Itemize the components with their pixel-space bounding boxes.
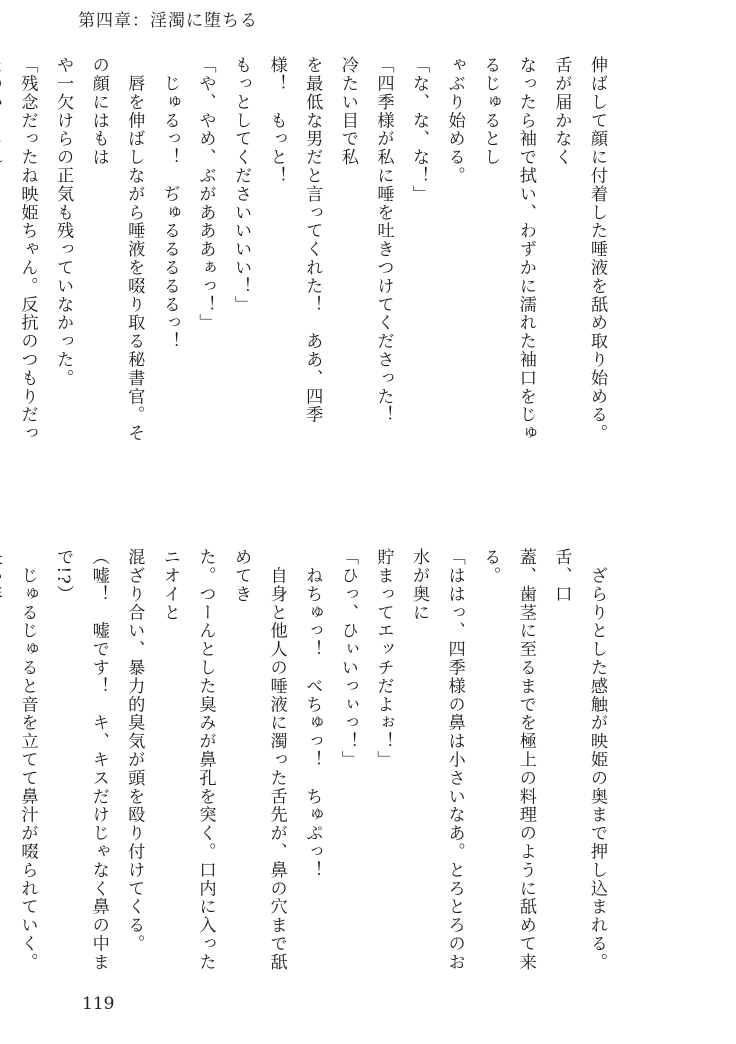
text-line: 「四季様が私に唾を吐きつけてくださった！ 冷たい目で私 [337, 56, 394, 443]
text-line: 蓋、歯茎に至るまでを極上の料理のように舐めて来る。 [480, 548, 536, 972]
text-line: 貯まってエッチだよぉ！」 [373, 548, 394, 769]
text-line: 「ひっ、ひぃいっぃっ！」 [337, 548, 358, 769]
text-line: もっとしてくださいいいい！」 [231, 56, 252, 314]
text-block-lower [17, 548, 614, 974]
text-line: （嘘！ 嘘です！ キ、キスだけじゃなく鼻の中まで!?） [53, 548, 109, 972]
text-line: 「残念だったね映姫ちゃん。反抗のつもりだっ [17, 56, 38, 443]
text-line: 伸ばして顔に付着した唾液を舐め取り始める。舌が届かなく [551, 56, 607, 443]
text-line: 「や、やめ、ぶがあああぁっ！」 [195, 56, 216, 332]
text-line: や一欠けらの正気も残っていなかった。 [53, 56, 74, 388]
text-line: なったら袖で拭い、わずかに濡れた袖口をじゅるじゅるとし [480, 56, 536, 443]
text-line: ゃぶり始める。 [444, 56, 465, 185]
text-line: た。つーんとした臭みが鼻孔を突く。口内に入ったニオイと [159, 548, 216, 972]
text-line: 混ざり合い、暴力的臭気が頭を殴り付けてくる。 [124, 548, 145, 953]
text-line: を最低な男だと言ってくれた！ ああ、四季様！ もっと！ [266, 56, 323, 424]
chapter-header: 第四章：淫濁に堕ちる [78, 11, 258, 31]
page-number: 119 [82, 994, 115, 1014]
text-line: 「な、な、な！」 [409, 56, 430, 204]
text-line: ざらりとした感触が映姫の奥まで押し込まれる。舌、口 [551, 548, 607, 972]
text-line: ねちゅっ！ べちゅっ！ ちゅぷっ！ [302, 548, 323, 880]
text-line: 唇を伸ばしながら唾液を啜り取る秘書官。その顔にはもは [88, 56, 145, 443]
text-block-upper [17, 56, 614, 458]
text-line: 「ははっ、四季様の鼻は小さいなあ。とろとろのお水が奥に [409, 548, 465, 972]
text-line: 自身と他人の唾液に濁った舌先が、鼻の穴まで舐めてき [231, 548, 287, 972]
text-line: じゅるっ！ ぢゅるるるるるっ！ [159, 56, 180, 351]
text-line: じゅるじゅると音を立てて鼻汁が啜られていく。 [17, 566, 38, 972]
